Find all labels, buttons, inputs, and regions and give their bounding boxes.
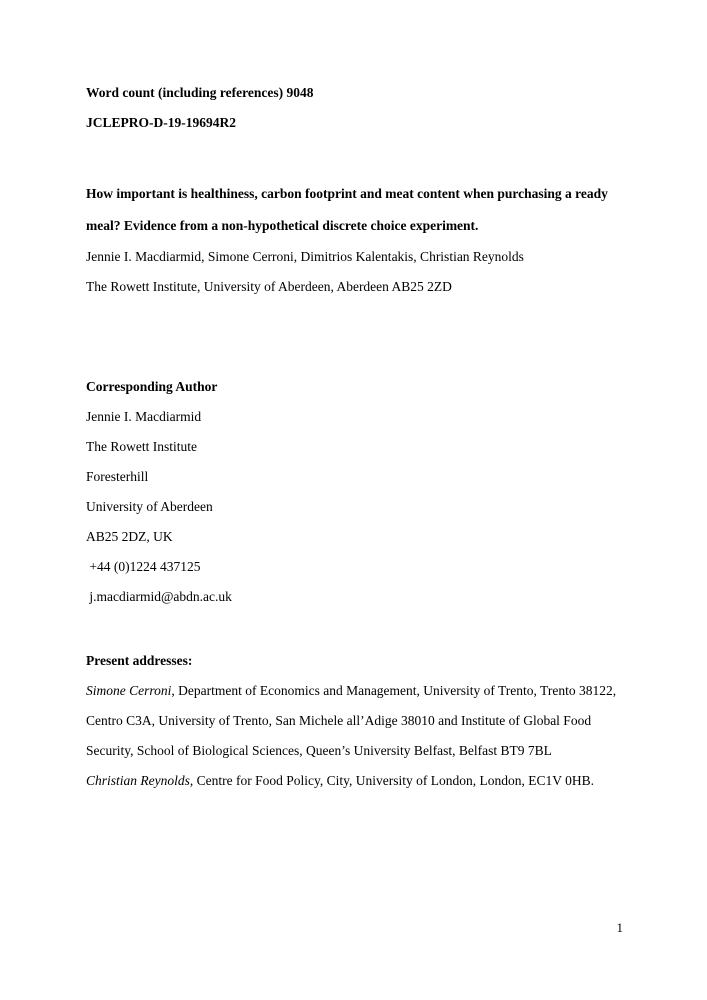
manuscript-id: JCLEPRO-D-19-19694R2	[86, 115, 236, 130]
corresponding-author-phone: +44 (0)1224 437125	[86, 559, 201, 574]
word-count-line: Word count (including references) 9048	[86, 85, 314, 100]
corresponding-author-section	[86, 372, 621, 612]
corresponding-author-name: Jennie I. Macdiarmid	[86, 409, 202, 424]
page-number: 1	[616, 920, 623, 935]
present-address-entry-2	[86, 766, 621, 796]
corresponding-author-address-line1: Foresterhill	[86, 469, 149, 484]
present-addresses-section	[86, 646, 621, 796]
corresponding-author-address-line3: AB25 2DZ, UK	[86, 529, 173, 544]
paper-title: How important is healthiness, carbon footprint and meat content when purchasing a ready meal? Evidence from a non-hypothetical discrete choice experiment.	[86, 186, 608, 233]
page-content	[86, 78, 621, 796]
present-address-1-name: Simone Cerroni	[86, 683, 172, 698]
corresponding-author-email: j.macdiarmid@abdn.ac.uk	[86, 589, 232, 604]
present-address-1-details: , Department of Economics and Management, University of Trento, Trento 38122, Centro C3A, University of Trento, San Michele all’Adige 38010 and Institute of Global Food Security, School of Biological Sciences, Queen’s University Belfast, Belfast BT9 7BL	[86, 683, 617, 758]
present-address-entry-1	[86, 676, 621, 766]
corresponding-author-institute: The Rowett Institute	[86, 439, 197, 454]
author-list: Jennie I. Macdiarmid, Simone Cerroni, Dimitrios Kalentakis, Christian Reynolds	[86, 249, 524, 264]
affiliation: The Rowett Institute, University of Aberdeen, Aberdeen AB25 2ZD	[86, 279, 452, 294]
corresponding-author-address-line2: University of Aberdeen	[86, 499, 213, 514]
present-address-2-details: , Centre for Food Policy, City, University of London, London, EC1V 0HB.	[189, 773, 594, 788]
present-addresses-heading: Present addresses:	[86, 653, 193, 668]
corresponding-author-heading: Corresponding Author	[86, 379, 218, 394]
present-address-2-name: Christian Reynolds	[86, 773, 190, 788]
